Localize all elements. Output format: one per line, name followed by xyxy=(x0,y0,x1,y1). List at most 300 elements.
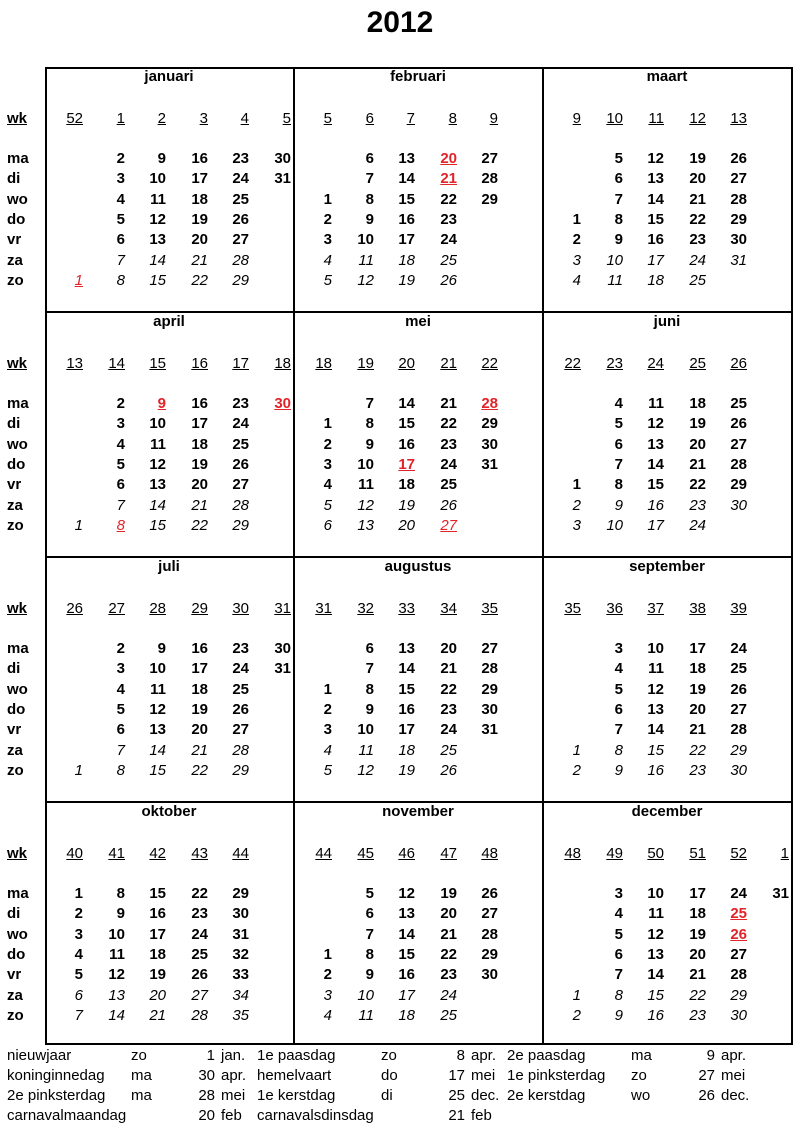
day-cell: 6 xyxy=(116,231,125,248)
day-cell: 30 xyxy=(274,150,291,167)
day-cell: 25 xyxy=(440,476,457,493)
day-cell: 27 xyxy=(481,905,498,922)
day-cell: 19 xyxy=(440,885,457,902)
day-cell: 28 xyxy=(730,191,747,208)
day-cell: 29 xyxy=(232,885,249,902)
day-label-wk: wk xyxy=(7,600,28,617)
week-number: 22 xyxy=(564,355,581,372)
day-cell: 17 xyxy=(398,987,415,1004)
day-label-vr: vr xyxy=(7,966,22,983)
day-cell: 24 xyxy=(440,231,457,248)
day-cell: 25 xyxy=(232,436,249,453)
holiday-weekday: di xyxy=(381,1087,393,1104)
day-cell: 8 xyxy=(614,987,623,1004)
day-cell: 4 xyxy=(116,681,125,698)
day-cell: 12 xyxy=(398,885,415,902)
holiday-month: dec. xyxy=(721,1087,750,1104)
day-cell: 1 xyxy=(323,681,332,698)
day-cell: 10 xyxy=(357,456,374,473)
day-cell: 29 xyxy=(730,987,747,1004)
week-number: 46 xyxy=(398,845,415,862)
holiday-name: 2e paasdag xyxy=(507,1047,586,1064)
day-cell: 27 xyxy=(481,150,498,167)
day-cell: 33 xyxy=(232,966,249,983)
day-cell: 3 xyxy=(323,721,332,738)
day-cell: 13 xyxy=(149,476,166,493)
day-cell: 21 xyxy=(689,721,706,738)
holiday-month: feb xyxy=(471,1107,492,1124)
holiday-weekday: zo xyxy=(131,1047,147,1064)
day-label-do: do xyxy=(7,456,26,473)
day-cell: 30 xyxy=(730,1007,747,1024)
day-cell: 27 xyxy=(730,170,747,187)
day-label-do: do xyxy=(7,701,26,718)
day-cell: 3 xyxy=(572,517,581,534)
day-cell: 9 xyxy=(157,150,166,167)
day-cell: 16 xyxy=(647,1007,664,1024)
day-cell: 14 xyxy=(647,721,664,738)
day-cell: 22 xyxy=(191,762,208,779)
day-cell: 23 xyxy=(232,395,249,412)
day-cell: 17 xyxy=(398,456,415,473)
day-cell: 13 xyxy=(149,231,166,248)
day-cell: 2 xyxy=(116,640,125,657)
day-cell: 22 xyxy=(440,415,457,432)
day-cell: 8 xyxy=(116,272,125,289)
day-cell: 20 xyxy=(440,640,457,657)
day-cell: 26 xyxy=(481,885,498,902)
day-cell: 15 xyxy=(647,211,664,228)
holiday-name: koninginnedag xyxy=(7,1067,105,1084)
day-cell: 14 xyxy=(398,660,415,677)
day-cell: 28 xyxy=(232,252,249,269)
day-cell: 29 xyxy=(481,946,498,963)
day-cell: 26 xyxy=(232,211,249,228)
week-number: 27 xyxy=(108,600,125,617)
day-label-di: di xyxy=(7,170,21,187)
day-cell: 28 xyxy=(730,721,747,738)
day-cell: 2 xyxy=(572,1007,581,1024)
day-cell: 20 xyxy=(440,905,457,922)
day-cell: 9 xyxy=(365,966,374,983)
day-cell: 24 xyxy=(232,170,249,187)
week-number: 26 xyxy=(66,600,83,617)
day-cell: 25 xyxy=(191,946,208,963)
day-cell: 11 xyxy=(648,905,664,922)
day-cell: 10 xyxy=(647,640,664,657)
day-cell: 20 xyxy=(689,701,706,718)
day-cell: 12 xyxy=(357,497,374,514)
month-title-juli: juli xyxy=(158,558,180,575)
day-label-vr: vr xyxy=(7,476,22,493)
week-number: 20 xyxy=(398,355,415,372)
day-cell: 28 xyxy=(232,742,249,759)
day-label-za: za xyxy=(7,497,23,514)
day-cell: 13 xyxy=(647,436,664,453)
day-cell: 21 xyxy=(689,191,706,208)
day-cell: 15 xyxy=(398,415,415,432)
day-cell: 20 xyxy=(149,987,166,1004)
day-cell: 12 xyxy=(647,150,664,167)
day-cell: 20 xyxy=(689,170,706,187)
day-cell: 30 xyxy=(481,966,498,983)
day-cell: 8 xyxy=(614,211,623,228)
day-cell: 9 xyxy=(614,1007,623,1024)
day-cell: 22 xyxy=(440,191,457,208)
day-cell: 3 xyxy=(323,231,332,248)
holiday-name: 2e kerstdag xyxy=(507,1087,586,1104)
day-cell: 28 xyxy=(481,395,498,412)
week-number: 28 xyxy=(149,600,166,617)
day-cell: 2 xyxy=(116,395,125,412)
week-number: 17 xyxy=(232,355,249,372)
day-cell: 28 xyxy=(730,966,747,983)
day-cell: 6 xyxy=(365,150,374,167)
day-cell: 11 xyxy=(358,742,374,759)
day-cell: 17 xyxy=(149,926,166,943)
day-label-zo: zo xyxy=(7,272,24,289)
week-number: 35 xyxy=(481,600,498,617)
day-cell: 18 xyxy=(398,476,415,493)
holiday-name: 2e pinksterdag xyxy=(7,1087,106,1104)
day-cell: 10 xyxy=(357,721,374,738)
day-cell: 27 xyxy=(232,476,249,493)
day-cell: 13 xyxy=(398,640,415,657)
day-cell: 23 xyxy=(689,762,706,779)
day-cell: 30 xyxy=(730,497,747,514)
holiday-row xyxy=(0,1087,800,1107)
day-cell: 7 xyxy=(116,497,125,514)
day-cell: 22 xyxy=(440,681,457,698)
day-cell: 20 xyxy=(440,150,457,167)
day-cell: 11 xyxy=(109,946,125,963)
week-number: 36 xyxy=(606,600,623,617)
day-cell: 12 xyxy=(149,211,166,228)
week-number: 31 xyxy=(274,600,291,617)
week-number: 35 xyxy=(564,600,581,617)
day-label-wk: wk xyxy=(7,355,28,372)
day-cell: 8 xyxy=(365,681,374,698)
day-cell: 15 xyxy=(149,762,166,779)
day-cell: 4 xyxy=(614,660,623,677)
week-number: 14 xyxy=(108,355,125,372)
day-cell: 14 xyxy=(647,191,664,208)
day-cell: 23 xyxy=(440,701,457,718)
day-cell: 25 xyxy=(232,191,249,208)
week-number: 23 xyxy=(606,355,623,372)
day-cell: 29 xyxy=(232,762,249,779)
day-cell: 30 xyxy=(730,762,747,779)
day-cell: 10 xyxy=(647,885,664,902)
holiday-name: 1e paasdag xyxy=(257,1047,336,1064)
day-cell: 3 xyxy=(116,415,125,432)
day-cell: 30 xyxy=(481,701,498,718)
holiday-day: 25 xyxy=(448,1087,465,1104)
holiday-day: 9 xyxy=(706,1047,715,1064)
day-cell: 17 xyxy=(398,721,415,738)
day-cell: 7 xyxy=(116,252,125,269)
day-cell: 16 xyxy=(398,701,415,718)
holiday-day: 21 xyxy=(448,1107,465,1124)
day-cell: 2 xyxy=(323,701,332,718)
day-cell: 1 xyxy=(74,272,83,289)
day-cell: 35 xyxy=(232,1007,249,1024)
day-cell: 16 xyxy=(191,395,208,412)
day-cell: 16 xyxy=(149,905,166,922)
day-cell: 14 xyxy=(398,170,415,187)
day-cell: 26 xyxy=(440,762,457,779)
day-cell: 10 xyxy=(108,926,125,943)
day-cell: 15 xyxy=(149,272,166,289)
day-cell: 3 xyxy=(323,987,332,1004)
day-cell: 16 xyxy=(398,211,415,228)
day-label-vr: vr xyxy=(7,721,22,738)
day-cell: 11 xyxy=(150,191,166,208)
week-number: 43 xyxy=(191,845,208,862)
day-cell: 31 xyxy=(274,660,291,677)
day-cell: 6 xyxy=(614,436,623,453)
day-cell: 7 xyxy=(365,170,374,187)
day-cell: 18 xyxy=(191,191,208,208)
day-cell: 14 xyxy=(398,926,415,943)
holiday-day: 30 xyxy=(198,1067,215,1084)
day-cell: 9 xyxy=(157,640,166,657)
day-label-zo: zo xyxy=(7,1007,24,1024)
day-cell: 11 xyxy=(607,272,623,289)
week-number: 24 xyxy=(647,355,664,372)
day-cell: 4 xyxy=(116,436,125,453)
day-cell: 11 xyxy=(150,681,166,698)
day-cell: 9 xyxy=(157,395,166,412)
week-number: 33 xyxy=(398,600,415,617)
week-number: 11 xyxy=(648,110,664,127)
day-cell: 19 xyxy=(689,415,706,432)
day-cell: 29 xyxy=(481,191,498,208)
day-cell: 10 xyxy=(606,252,623,269)
day-cell: 16 xyxy=(191,640,208,657)
day-cell: 11 xyxy=(358,476,374,493)
day-label-di: di xyxy=(7,415,21,432)
day-cell: 24 xyxy=(730,640,747,657)
day-cell: 21 xyxy=(440,926,457,943)
day-cell: 13 xyxy=(398,905,415,922)
day-label-wk: wk xyxy=(7,845,28,862)
week-number: 40 xyxy=(66,845,83,862)
day-cell: 7 xyxy=(74,1007,83,1024)
day-cell: 24 xyxy=(689,517,706,534)
week-number: 1 xyxy=(780,845,789,862)
day-cell: 24 xyxy=(191,926,208,943)
week-number: 18 xyxy=(274,355,291,372)
day-cell: 25 xyxy=(730,395,747,412)
day-cell: 9 xyxy=(614,497,623,514)
day-cell: 21 xyxy=(191,497,208,514)
day-cell: 18 xyxy=(689,660,706,677)
page-title: 2012 xyxy=(366,6,434,39)
day-cell: 3 xyxy=(614,640,623,657)
day-cell: 17 xyxy=(191,170,208,187)
holiday-weekday: ma xyxy=(131,1067,152,1084)
row-divider xyxy=(45,311,793,313)
day-cell: 8 xyxy=(614,476,623,493)
day-cell: 13 xyxy=(647,946,664,963)
day-cell: 1 xyxy=(572,476,581,493)
day-cell: 19 xyxy=(191,211,208,228)
day-cell: 19 xyxy=(689,681,706,698)
day-cell: 5 xyxy=(614,150,623,167)
day-cell: 1 xyxy=(74,517,83,534)
day-label-ma: ma xyxy=(7,885,29,902)
day-label-ma: ma xyxy=(7,395,29,412)
day-cell: 29 xyxy=(232,517,249,534)
day-cell: 6 xyxy=(365,640,374,657)
holiday-name: hemelvaart xyxy=(257,1067,332,1084)
day-cell: 1 xyxy=(74,762,83,779)
day-cell: 11 xyxy=(648,395,664,412)
day-cell: 20 xyxy=(689,946,706,963)
day-label-di: di xyxy=(7,905,21,922)
day-cell: 31 xyxy=(274,170,291,187)
holiday-row xyxy=(0,1047,800,1067)
row-divider xyxy=(45,556,793,558)
week-number: 52 xyxy=(730,845,747,862)
day-cell: 19 xyxy=(149,966,166,983)
day-cell: 4 xyxy=(323,742,332,759)
day-cell: 12 xyxy=(149,456,166,473)
holiday-weekday: zo xyxy=(381,1047,397,1064)
day-cell: 13 xyxy=(149,721,166,738)
day-cell: 5 xyxy=(614,415,623,432)
week-number: 13 xyxy=(66,355,83,372)
week-number: 10 xyxy=(606,110,623,127)
day-cell: 23 xyxy=(232,640,249,657)
day-cell: 28 xyxy=(730,456,747,473)
day-cell: 18 xyxy=(149,946,166,963)
day-cell: 15 xyxy=(398,681,415,698)
day-cell: 22 xyxy=(191,885,208,902)
day-cell: 1 xyxy=(323,946,332,963)
day-cell: 21 xyxy=(440,395,457,412)
day-cell: 31 xyxy=(481,456,498,473)
day-cell: 12 xyxy=(647,415,664,432)
day-cell: 26 xyxy=(232,701,249,718)
holiday-month: jan. xyxy=(221,1047,246,1064)
day-cell: 23 xyxy=(689,231,706,248)
day-cell: 9 xyxy=(365,436,374,453)
day-cell: 4 xyxy=(323,1007,332,1024)
month-title-september: september xyxy=(629,558,705,575)
day-cell: 11 xyxy=(648,660,664,677)
day-cell: 7 xyxy=(365,660,374,677)
holiday-month: mei xyxy=(221,1087,246,1104)
day-cell: 29 xyxy=(730,742,747,759)
day-cell: 15 xyxy=(398,946,415,963)
day-cell: 6 xyxy=(74,987,83,1004)
day-cell: 11 xyxy=(150,436,166,453)
day-label-wk: wk xyxy=(7,110,28,127)
day-cell: 29 xyxy=(481,415,498,432)
day-label-wo: wo xyxy=(7,191,28,208)
day-cell: 7 xyxy=(614,966,623,983)
day-cell: 4 xyxy=(323,476,332,493)
day-label-wo: wo xyxy=(7,436,28,453)
day-cell: 21 xyxy=(440,170,457,187)
day-cell: 23 xyxy=(232,150,249,167)
day-cell: 7 xyxy=(614,456,623,473)
day-cell: 2 xyxy=(323,436,332,453)
day-cell: 10 xyxy=(149,170,166,187)
day-cell: 17 xyxy=(398,231,415,248)
week-number: 50 xyxy=(647,845,664,862)
day-cell: 30 xyxy=(232,905,249,922)
day-cell: 3 xyxy=(614,885,623,902)
day-cell: 32 xyxy=(232,946,249,963)
month-title-februari: februari xyxy=(390,68,446,85)
month-title-april: april xyxy=(153,313,185,330)
week-number: 6 xyxy=(365,110,374,127)
day-cell: 19 xyxy=(191,456,208,473)
week-number: 49 xyxy=(606,845,623,862)
day-cell: 22 xyxy=(689,211,706,228)
day-cell: 26 xyxy=(191,966,208,983)
day-cell: 2 xyxy=(74,905,83,922)
day-cell: 2 xyxy=(572,497,581,514)
day-cell: 17 xyxy=(689,640,706,657)
day-cell: 10 xyxy=(357,231,374,248)
day-cell: 18 xyxy=(689,905,706,922)
holiday-month: apr. xyxy=(221,1067,247,1084)
month-title-januari: januari xyxy=(144,68,194,85)
week-number: 4 xyxy=(240,110,249,127)
row-divider xyxy=(45,801,793,803)
day-cell: 30 xyxy=(274,395,291,412)
week-number: 32 xyxy=(357,600,374,617)
day-cell: 3 xyxy=(323,456,332,473)
day-cell: 21 xyxy=(191,252,208,269)
day-label-wo: wo xyxy=(7,926,28,943)
day-cell: 27 xyxy=(232,721,249,738)
day-cell: 25 xyxy=(440,1007,457,1024)
day-cell: 8 xyxy=(116,762,125,779)
week-number: 48 xyxy=(564,845,581,862)
day-cell: 8 xyxy=(365,415,374,432)
day-cell: 9 xyxy=(614,762,623,779)
day-cell: 4 xyxy=(323,252,332,269)
day-cell: 7 xyxy=(365,926,374,943)
holiday-name: carnavalmaandag xyxy=(7,1107,127,1124)
month-title-juni: juni xyxy=(653,313,681,330)
day-cell: 2 xyxy=(323,211,332,228)
day-cell: 10 xyxy=(357,987,374,1004)
day-cell: 34 xyxy=(232,987,249,1004)
day-cell: 20 xyxy=(191,476,208,493)
day-cell: 6 xyxy=(614,701,623,718)
week-number: 5 xyxy=(282,110,291,127)
day-cell: 24 xyxy=(730,885,747,902)
holiday-day: 28 xyxy=(198,1087,215,1104)
day-cell: 4 xyxy=(572,272,581,289)
day-cell: 13 xyxy=(357,517,374,534)
holiday-name: 1e pinksterdag xyxy=(507,1067,606,1084)
day-cell: 8 xyxy=(116,885,125,902)
week-number: 51 xyxy=(689,845,706,862)
day-cell: 8 xyxy=(365,191,374,208)
day-cell: 25 xyxy=(440,742,457,759)
week-number: 44 xyxy=(315,845,332,862)
week-number: 1 xyxy=(116,110,125,127)
day-cell: 27 xyxy=(730,436,747,453)
day-cell: 23 xyxy=(191,905,208,922)
